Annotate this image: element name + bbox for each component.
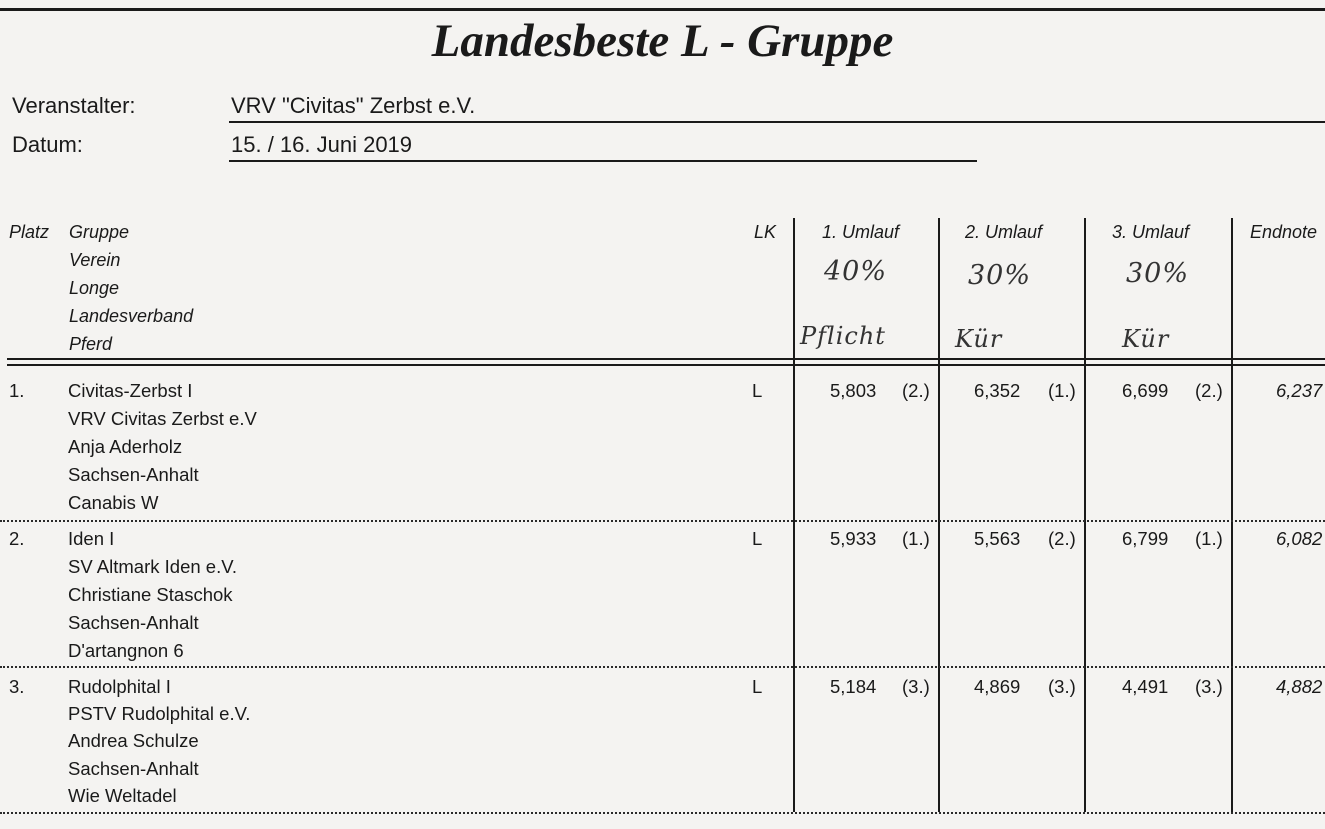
- row-umlauf-1-rank: (2.): [902, 380, 930, 401]
- row-separator: [0, 812, 1325, 814]
- veranstalter-underline: [229, 121, 1325, 123]
- header-platz: Platz: [9, 222, 50, 242]
- header-rule-bottom: [7, 364, 1325, 366]
- row-longe: Anja Aderholz: [68, 436, 183, 457]
- row-umlauf-3-rank: (3.): [1195, 676, 1223, 697]
- row-landesverband: Sachsen-Anhalt: [68, 464, 199, 485]
- row-lk: L: [752, 380, 763, 401]
- row-endnote: 6,082: [1276, 528, 1323, 549]
- row-umlauf-2-rank: (1.): [1048, 380, 1076, 401]
- row-gruppe: Iden I: [68, 528, 115, 549]
- row-umlauf-3-score: 6,699: [1122, 380, 1169, 401]
- datum-label: Datum:: [12, 132, 83, 157]
- column-divider-umlauf-1: [938, 218, 940, 812]
- row-umlauf-1-score: 5,933: [830, 528, 877, 549]
- top-rule: [0, 8, 1325, 11]
- header-umlauf-2: 2. Umlauf: [965, 222, 1043, 242]
- column-divider-umlauf-3: [1231, 218, 1233, 812]
- header-umlauf-1: 1. Umlauf: [822, 222, 900, 242]
- header-endnote: Endnote: [1250, 222, 1318, 242]
- header-rule-top: [7, 358, 1325, 360]
- row-longe: Christiane Staschok: [68, 584, 233, 605]
- header-pferd: Pferd: [69, 334, 113, 354]
- row-umlauf-2-score: 6,352: [974, 380, 1021, 401]
- row-lk: L: [752, 676, 763, 697]
- row-landesverband: Sachsen-Anhalt: [68, 758, 199, 779]
- row-separator: [0, 666, 1325, 668]
- row-umlauf-1-score: 5,184: [830, 676, 877, 697]
- row-separator: [0, 520, 1325, 522]
- row-pferd: Wie Weltadel: [68, 785, 177, 806]
- row-umlauf-2-rank: (3.): [1048, 676, 1076, 697]
- handwritten-umlauf-3-weight: 30%: [1126, 258, 1190, 289]
- header-longe: Longe: [69, 278, 120, 298]
- handwritten-umlauf-1-weight: 40%: [824, 256, 888, 287]
- row-platz: 2.: [9, 528, 25, 549]
- row-verein: SV Altmark Iden e.V.: [68, 556, 237, 577]
- row-platz: 3.: [9, 676, 25, 697]
- row-umlauf-3-rank: (2.): [1195, 380, 1223, 401]
- column-divider-lk: [793, 218, 795, 812]
- handwritten-umlauf-1-type: Pflicht: [800, 322, 886, 350]
- row-longe: Andrea Schulze: [68, 730, 199, 751]
- header-umlauf-3: 3. Umlauf: [1112, 222, 1190, 242]
- row-umlauf-3-rank: (1.): [1195, 528, 1223, 549]
- row-endnote: 6,237: [1276, 380, 1323, 401]
- row-pferd: D'artangnon 6: [68, 640, 184, 661]
- row-endnote: 4,882: [1276, 676, 1323, 697]
- row-umlauf-3-score: 6,799: [1122, 528, 1169, 549]
- row-umlauf-1-score: 5,803: [830, 380, 877, 401]
- row-verein: PSTV Rudolphital e.V.: [68, 703, 251, 724]
- datum-underline: [229, 160, 977, 162]
- header-verein: Verein: [69, 250, 121, 270]
- row-umlauf-2-rank: (2.): [1048, 528, 1076, 549]
- row-umlauf-1-rank: (3.): [902, 676, 930, 697]
- handwritten-umlauf-2-type: Kür: [955, 325, 1003, 353]
- row-gruppe: Rudolphital I: [68, 676, 171, 697]
- veranstalter-value: VRV "Civitas" Zerbst e.V.: [231, 93, 476, 118]
- row-umlauf-3-score: 4,491: [1122, 676, 1169, 697]
- page-title: Landesbeste L - Gruppe: [431, 15, 894, 67]
- row-umlauf-2-score: 4,869: [974, 676, 1021, 697]
- row-pferd: Canabis W: [68, 492, 159, 513]
- row-gruppe: Civitas-Zerbst I: [68, 380, 193, 401]
- header-lk: LK: [754, 222, 777, 242]
- handwritten-umlauf-2-weight: 30%: [968, 260, 1032, 291]
- row-umlauf-2-score: 5,563: [974, 528, 1021, 549]
- handwritten-umlauf-3-type: Kür: [1122, 325, 1170, 353]
- header-gruppe: Gruppe: [69, 222, 130, 242]
- column-divider-umlauf-2: [1084, 218, 1086, 812]
- row-verein: VRV Civitas Zerbst e.V: [68, 408, 257, 429]
- header-landesverband: Landesverband: [69, 306, 194, 326]
- row-umlauf-1-rank: (1.): [902, 528, 930, 549]
- veranstalter-label: Veranstalter:: [12, 93, 136, 118]
- row-landesverband: Sachsen-Anhalt: [68, 612, 199, 633]
- row-lk: L: [752, 528, 763, 549]
- row-platz: 1.: [9, 380, 25, 401]
- datum-value: 15. / 16. Juni 2019: [231, 132, 413, 157]
